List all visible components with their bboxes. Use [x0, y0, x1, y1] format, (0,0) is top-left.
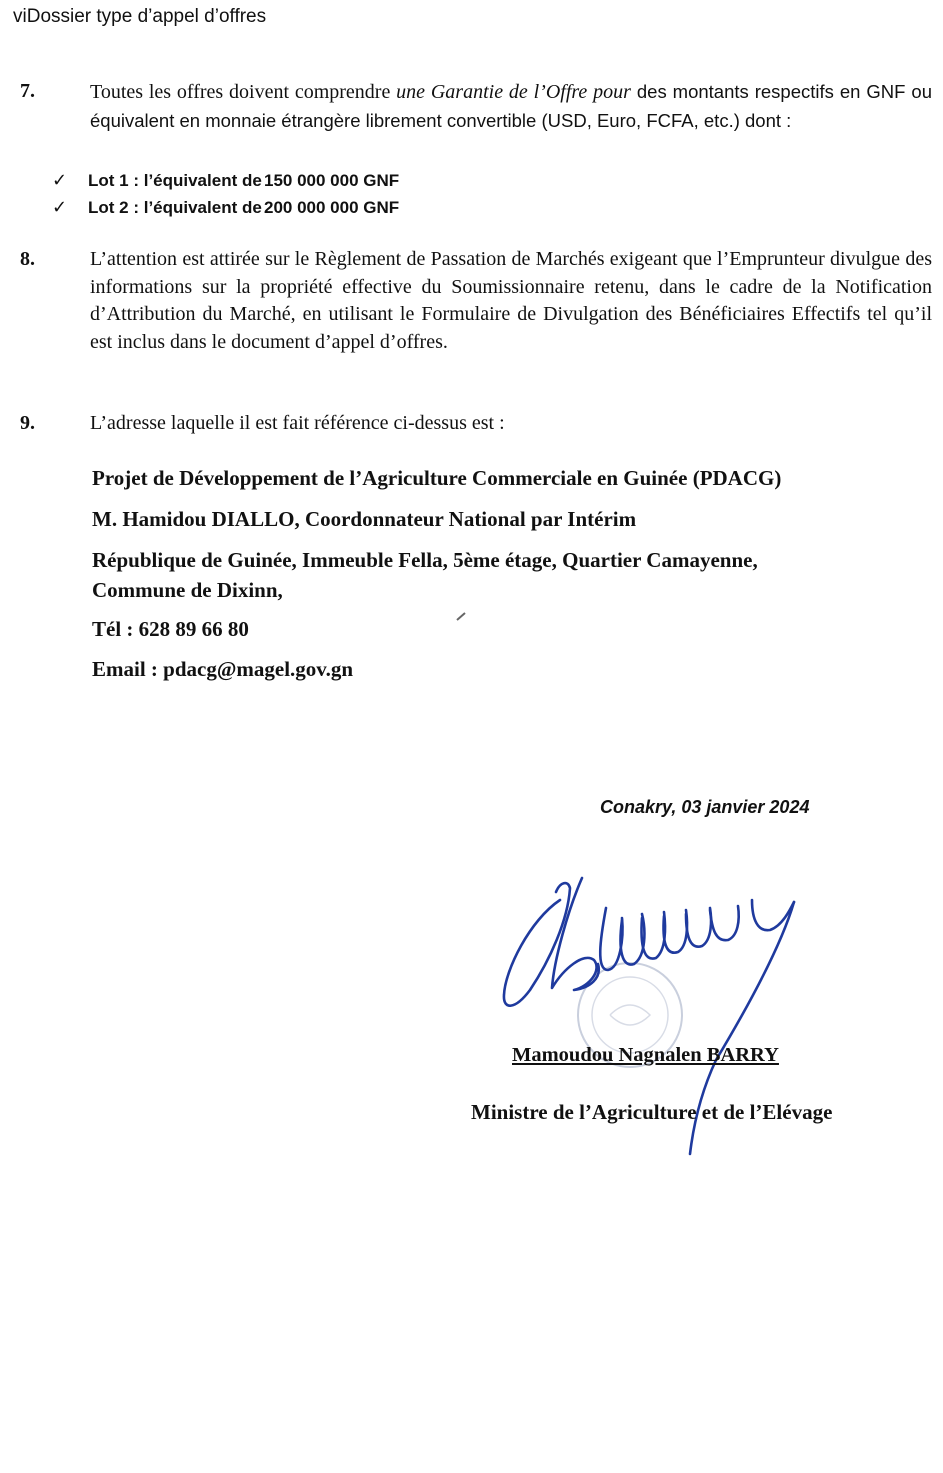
paragraph-text-italic: une Garantie de l’Offre pour [396, 81, 631, 103]
ink-speck [455, 610, 469, 622]
paragraph-9 [14, 410, 932, 438]
paragraph-text-start: Toutes les offres doivent comprendre [90, 81, 397, 103]
address-email: Email : pdacg@magel.gov.gn [92, 657, 354, 681]
address-project: Projet de Développement de l’Agriculture Commerciale en Guinée (PDACG) [92, 466, 782, 490]
paragraph-text [90, 78, 932, 135]
address-phone: Tél : 628 89 66 80 [92, 617, 249, 641]
place-date: Conakry, 03 janvier 2024 [600, 797, 810, 817]
lot-amount: 150 000 000 GNF [264, 171, 400, 190]
checkmark-icon: ✓ [52, 170, 68, 190]
lot-item [52, 170, 399, 191]
paragraph-7 [14, 78, 932, 135]
paragraph-8 [14, 246, 932, 356]
address-location-line2: Commune de Dixinn, [92, 578, 283, 602]
paragraph-text: L’attention est attirée sur le Règlement de Passation de Marchés exigeant que l’Emprunteur divulgue des informations sur la propriété effective du Soumissionnaire retenu, dans le cadre de la Notification d’Attribution du Marché, en utilisant le Formulaire de Divulgation des Bénéficiaires Effectifs tel qu’il est inclus dans le document d’appel d’offres. [90, 248, 932, 353]
checkmark-icon: ✓ [52, 197, 68, 217]
paragraph-text: L’adresse laquelle il est fait référence ci-dessus est : [90, 412, 505, 434]
paragraph-number: 8. [20, 248, 35, 270]
lot-label: Lot 1 : l’équivalent de [88, 171, 262, 190]
lot-label: Lot 2 : l’équivalent de [88, 198, 262, 217]
address-coordinator: M. Hamidou DIALLO, Coordonnateur National par Intérim [92, 507, 637, 531]
paragraph-text-end: des montants respectifs en GNF ou équivalent en monnaie étrangère librement convertible (USD, Euro, FCFA, etc.) dont : [90, 81, 932, 131]
address-location-line1: République de Guinée, Immeuble Fella, 5ème étage, Quartier Camayenne, [92, 548, 758, 572]
lot-item [52, 197, 399, 218]
document-header: viDossier type d’appel d’offres [13, 6, 267, 27]
signatory-title: Ministre de l’Agriculture et de l’Elévage [471, 1100, 833, 1124]
paragraph-number: 9. [20, 412, 35, 434]
lot-amount: 200 000 000 GNF [264, 198, 400, 217]
signatory-name: Mamoudou Nagnalen BARRY [512, 1044, 779, 1066]
paragraph-number: 7. [20, 80, 35, 102]
